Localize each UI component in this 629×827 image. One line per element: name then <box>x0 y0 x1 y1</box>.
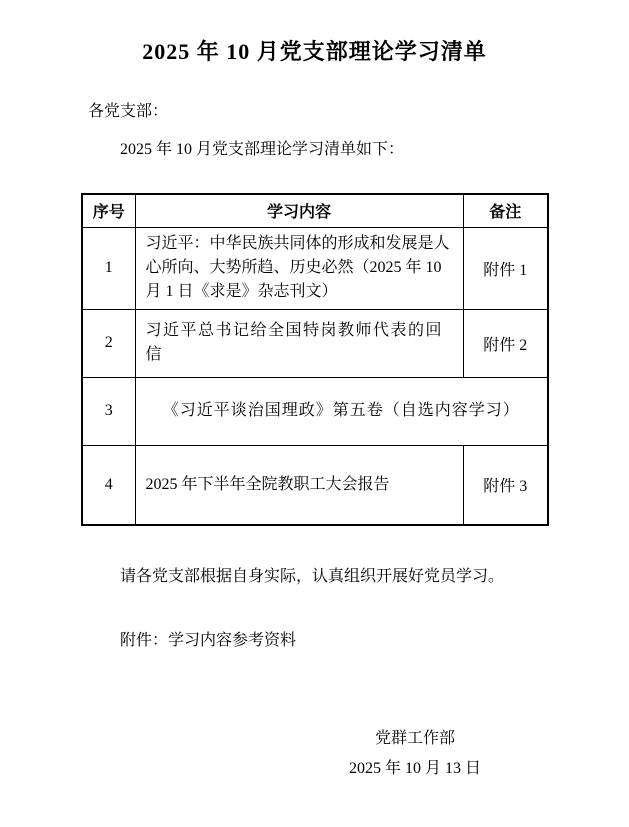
table-row <box>82 377 548 445</box>
header-cell-remark: 备注 <box>463 194 548 227</box>
table-row <box>82 445 548 525</box>
closing-line: 请各党支部根据自身实际，认真组织开展好党员学习。 <box>120 568 505 585</box>
row-number: 2 <box>82 309 135 377</box>
row-number: 1 <box>82 227 135 309</box>
page-title: 2025 年 10 月党支部理论学习清单 <box>142 39 487 64</box>
attachment-note: 附件：学习内容参考资料 <box>120 632 297 649</box>
header-cell-no: 序号 <box>82 194 135 227</box>
row-content: 习近平总书记给全国特岗教师代表的回信 <box>135 309 463 377</box>
row-remark: 附件 1 <box>463 227 548 309</box>
signature-date: 2025 年 10 月 13 日 <box>348 760 481 777</box>
salutation-line: 各党支部： <box>88 103 169 120</box>
header-cell-content: 学习内容 <box>135 194 463 227</box>
row-content: 2025 年下半年全院教职工大会报告 <box>135 445 463 525</box>
study-content-table <box>81 193 549 526</box>
table-row <box>82 309 548 377</box>
intro-line: 2025 年 10 月党支部理论学习清单如下： <box>120 141 405 158</box>
row-remark: 附件 3 <box>463 445 548 525</box>
row-number: 4 <box>82 445 135 525</box>
row-number: 3 <box>82 377 135 445</box>
row-content: 《习近平谈治国理政》第五卷（自选内容学习） <box>135 377 548 445</box>
signature-block <box>300 724 530 784</box>
table-header-row <box>82 194 548 227</box>
row-remark: 附件 2 <box>463 309 548 377</box>
row-content: 习近平：中华民族共同体的形成和发展是人心所向、大势所趋、历史必然（2025 年 10 月 1 日《求是》杂志刊文） <box>135 227 463 309</box>
table-row <box>82 227 548 309</box>
signature-department: 党群工作部 <box>374 730 455 747</box>
